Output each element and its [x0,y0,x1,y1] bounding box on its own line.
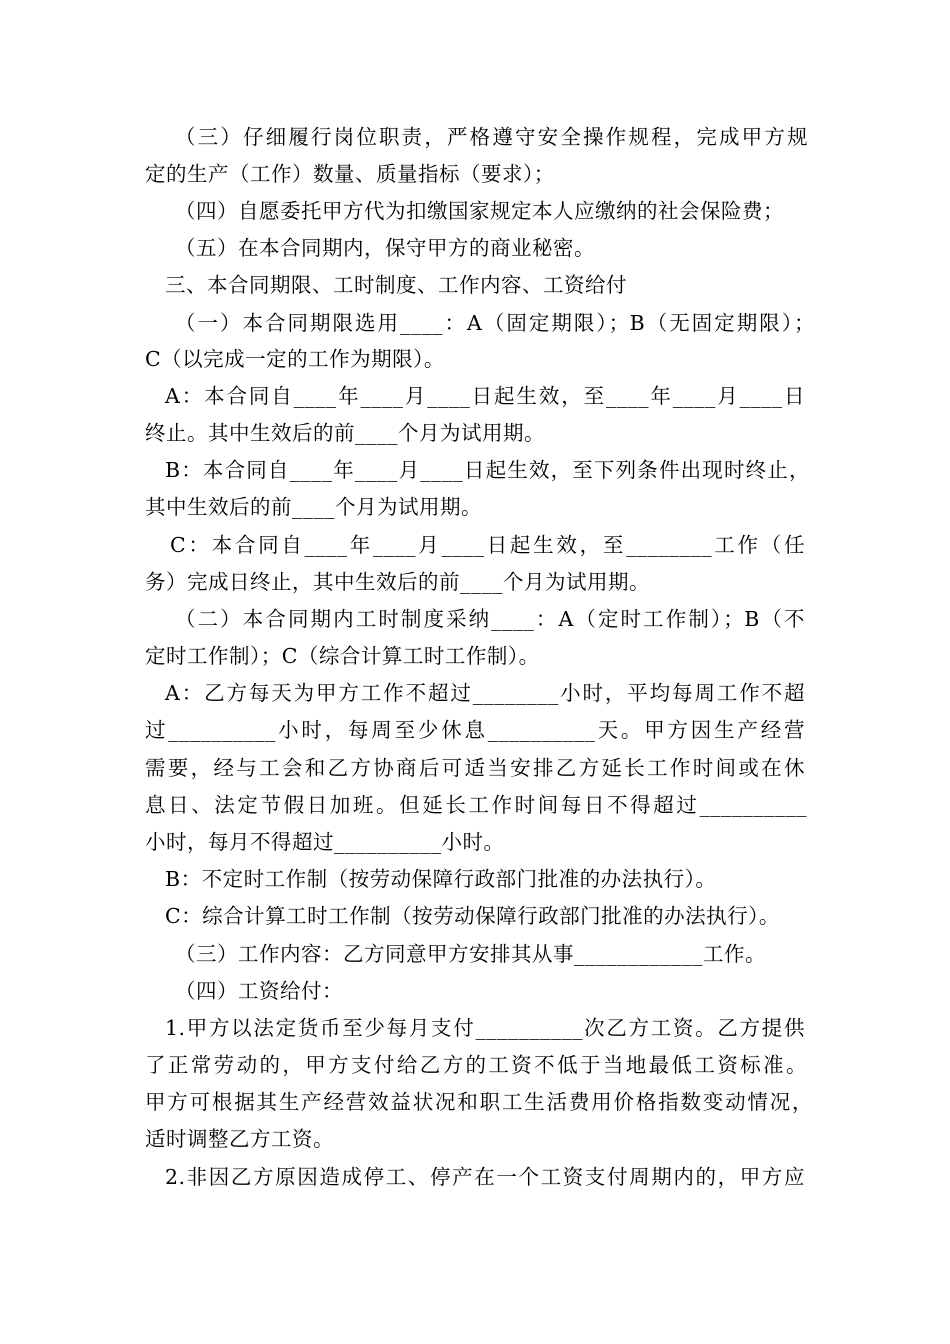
para-line-11: 其中生效后的前____个月为试用期。 [145,495,482,519]
para-line-28: 适时调整乙方工资。 [145,1127,334,1151]
para-line-29: 2.非因乙方原因造成停工、停产在一个工资支付周期内的，甲方应 [165,1165,805,1189]
para-line-24: （四）工资给付： [175,979,343,1003]
para-line-10: B：本合同自____年____月____日起生效，至下列条件出现时终止， [165,458,810,482]
para-line-17: 过__________小时，每周至少休息__________天。甲方因生产经营 [145,718,805,742]
section-heading: 三、本合同期限、工时制度、工作内容、工资给付 [165,273,627,297]
para-line-27: 甲方可根据其生产经营效益状况和职工生活费用价格指数变动情况， [145,1090,813,1114]
para-line-21: B：不定时工作制（按劳动保障行政部门批准的办法执行）。 [165,867,717,891]
para-line-23: （三）工作内容：乙方同意甲方安排其从事____________工作。 [175,942,766,966]
para-line-25: 1.甲方以法定货币至少每月支付__________次乙方工资。乙方提供 [165,1016,805,1040]
para-line-19: 息日、法定节假日加班。但延长工作时间每日不得超过__________ [145,793,807,817]
para-line-3: （四）自愿委托甲方代为扣缴国家规定本人应缴纳的社会保险费； [175,199,784,223]
para-line-18: 需要，经与工会和乙方协商后可适当安排乙方延长工作时间或在休 [145,756,805,780]
para-line-22: C：综合计算工时工作制（按劳动保障行政部门批准的办法执行）。 [165,904,780,928]
para-line-13: 务）完成日终止，其中生效后的前____个月为试用期。 [145,570,650,594]
para-line-2: 定的生产（工作）数量、质量指标（要求）； [145,162,555,186]
para-line-12: C：本合同自____年____月____日起生效，至________工作（任 [170,533,805,557]
para-line-16: A：乙方每天为甲方工作不超过________小时，平均每周工作不超 [165,681,805,705]
para-line-26: 了正常劳动的，甲方支付给乙方的工资不低于当地最低工资标准。 [145,1053,807,1077]
para-line-4: （五）在本合同期内，保守甲方的商业秘密。 [175,236,595,260]
para-line-20: 小时，每月不得超过__________小时。 [145,830,505,854]
para-line-7: C（以完成一定的工作为期限）。 [145,347,445,371]
para-line-9: 终止。其中生效后的前____个月为试用期。 [145,421,545,445]
para-line-6: （一）本合同期限选用____：A（固定期限）；B（无固定期限）； [175,311,815,335]
para-line-1: （三）仔细履行岗位职责，严格遵守安全操作规程，完成甲方规 [175,125,808,149]
para-line-15: 定时工作制）；C（综合计算工时工作制）。 [145,644,540,668]
para-line-8: A：本合同自____年____月____日起生效，至____年____月____日 [165,384,805,408]
para-line-14: （二）本合同期内工时制度采纳____：A（定时工作制）；B（不 [175,607,805,631]
